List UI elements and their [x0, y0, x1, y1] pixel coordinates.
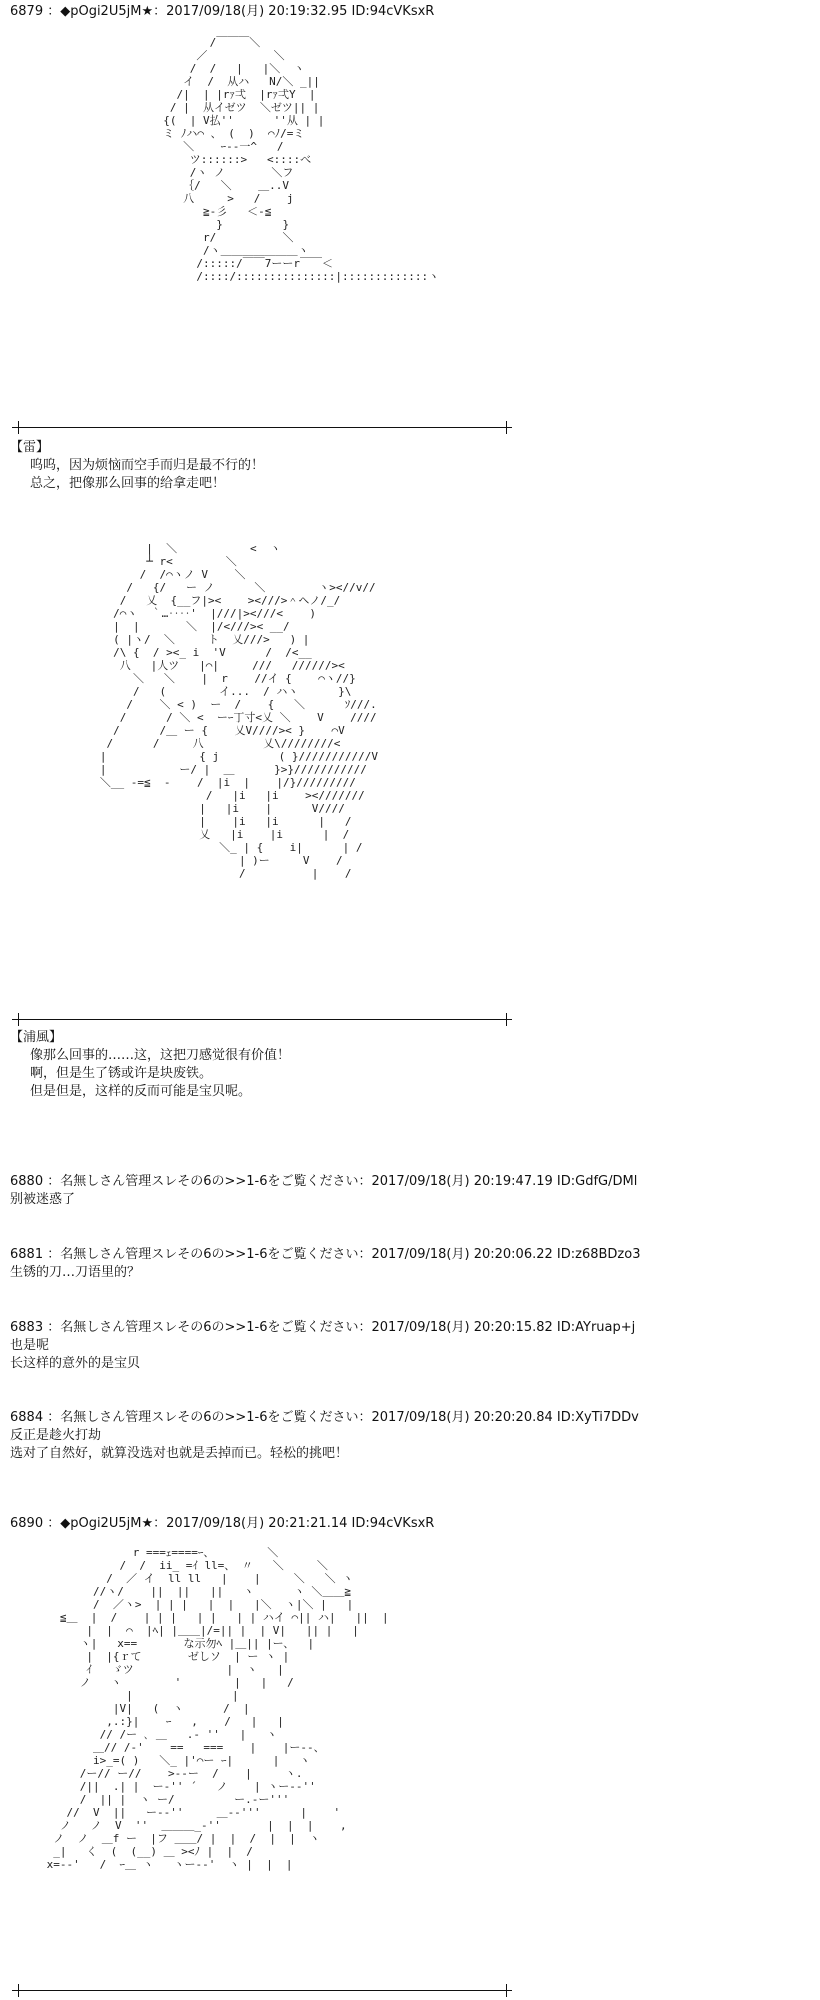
dialogue-line: 总之，把像那么回事的给拿走吧！ [30, 476, 226, 491]
ascii-art-ikazuchi: /￣￣￣＼ ／ ＼ / / | |＼ ヽ イ / 从ハ N/＼ _|| /| | |rｧ弌 |rｧ弌Y | / | 从イゼツ ＼ゼツ|| | {( | V払'' ''从 | | ミ ﾉハ⌒ 、 ( ) ⌒ﾉ/=ミ ＼ ｰ--一^ / ツ::::::> <::::べ /ヽ ノ ＼フ ｛/ ＼ ＿..V 八 > / j ≧-彡 ＜-≦ } } r/ ＼ /ヽ＿＿＿＿＿＿＿ヽ /:::::/￣￣7ーーr￣￣＜ /::::/:::::::::::::::|:::::::::::::ヽ [163, 36, 440, 283]
post-header-6879: 6879 ：◆pOgi2U5jM★：2017/09/18(月) 20:19:32.95 ID:94cVKsxR [10, 4, 435, 19]
speaker-label: 【雷】 [10, 440, 50, 455]
dialogue-line: 但是但是，这样的反而可能是宝贝呢。 [30, 1084, 252, 1099]
reply-body: 反正是趁火打劫 [10, 1428, 102, 1443]
reply-body: 也是呢 [10, 1338, 50, 1353]
reply-header: 6884 ：名無しさん管理スレその6の>>1-6をご覧ください：2017/09/18(月) 20:20:20.84 ID:XyTi7DDv [10, 1410, 639, 1425]
dialogue-line: 像那么回事的……这，这把刀感觉很有价值！ [30, 1048, 291, 1063]
post-header-6890: 6890 ：◆pOgi2U5jM★：2017/09/18(月) 20:21:21.14 ID:94cVKsxR [10, 1516, 435, 1531]
reply-header: 6880 ：名無しさん管理スレその6の>>1-6をご覧ください：2017/09/18(月) 20:19:47.19 ID:GdfG/DMl [10, 1174, 638, 1189]
ascii-art-6890: r ===ｪ====ｰ、 ＼ / / ii_ =ｲ ll=、 〃 ＼ ＼ / ／ イ ll ll | | ＼ ＼ ヽ //ヽ/ || || || ヽ ヽ ＼＿＿≧ / ／ヽ> | | | | | |＼ ヽ|＼ | | ≦＿ | / | | | | | | | ハイ ⌒|| ハ| || | | | ⌒ |ﾍ| |＿＿|/=|| | | V| || | | ヽ| x== な示勿ﾍ |＿|| |ー、 | | |{ｒて ゼしソ | ー ヽ | ｲ ゞツ | ヽ | ノ ヽ ' | | / | | |V| ( ヽ / | ,.:}| ｰ , / | | // /ー ､ ＿ .- '' | ヽ ＿// /-' == === | |ー--、 i>_=( ) ＼_ |'⌒ー ｰ| | ヽ /ー// ー// >--ー / | ヽ. /|| .| | ー‐'' ´ ノ | ヽー--'' / || | ヽ ー/ ー.-ー''' // V || ー-‐'' ＿--''' | ' ノ ノ V '' ＿＿＿_-'' | | | , ノ ノ ＿f ー |フ ＿＿/ | | / | | ヽ _| く ( (__) ＿ ><ﾉ | | / x=--' / ｰ＿ ヽ ヽー--' ヽ | | | [46, 1546, 389, 1871]
reply-body: 选对了自然好，就算没选对也就是丢掉而已。轻松的挑吧！ [10, 1446, 349, 1461]
divider [12, 427, 512, 428]
reply-body: 长这样的意外的是宝贝 [10, 1356, 141, 1371]
reply-body: 生锈的刀…刀语里的？ [10, 1265, 141, 1280]
reply-header: 6881 ：名無しさん管理スレその6の>>1-6をご覧ください：2017/09/18(月) 20:20:06.22 ID:z68BDzo3 [10, 1247, 641, 1262]
dialogue-line: 呜呜，因为烦恼而空手而归是最不行的！ [30, 458, 265, 473]
dialogue-line: 啊，但是生了锈或许是块废铁。 [30, 1066, 213, 1081]
ascii-art-urakaze: | ＼ < ヽ ┴ r< ＼ / /⌒ヽノ V ＼ / {/ ー ノ ＼ ヽ><//v// / 乂 {__フ|>< ><///>＾ヘノ/_/ /⌒ヽ ｀…‥‥' |///|><///< ) | | ＼ |/<///>< __/ ( |ヽ/ ＼ ト 乂///> ) | /\ { / ><_ i 'V / /<__ 八 |人ツ |⌒| /// //////>< ＼ ＼ | r //イ { ⌒ヽ//} / ( イ... / ハヽ }\ / ＼ < ) ー / { ＼ ｿ///. / / ＼ < ーｰ丁寸<乂 ＼ V //// / /＿ ー { 乂V////>< } ⌒V / / 八 乂\////////< | { j ( }///////////V | ー/ | ＿ }>}/////////// ＼__ ‐=≦ ‐ / |i | |/}///////// / |i |i ></////// | |i | V//// | |i |i | / 乂 |i |i | / ＼_ | { i| | / | )ー V / / | / [99, 542, 379, 880]
reply-body: 别被迷惑了 [10, 1192, 76, 1207]
divider [12, 1990, 512, 1991]
speaker-label: 【浦風】 [10, 1030, 63, 1045]
reply-header: 6883 ：名無しさん管理スレその6の>>1-6をご覧ください：2017/09/18(月) 20:20:15.82 ID:AYruap+j [10, 1320, 636, 1335]
divider [12, 1019, 512, 1020]
